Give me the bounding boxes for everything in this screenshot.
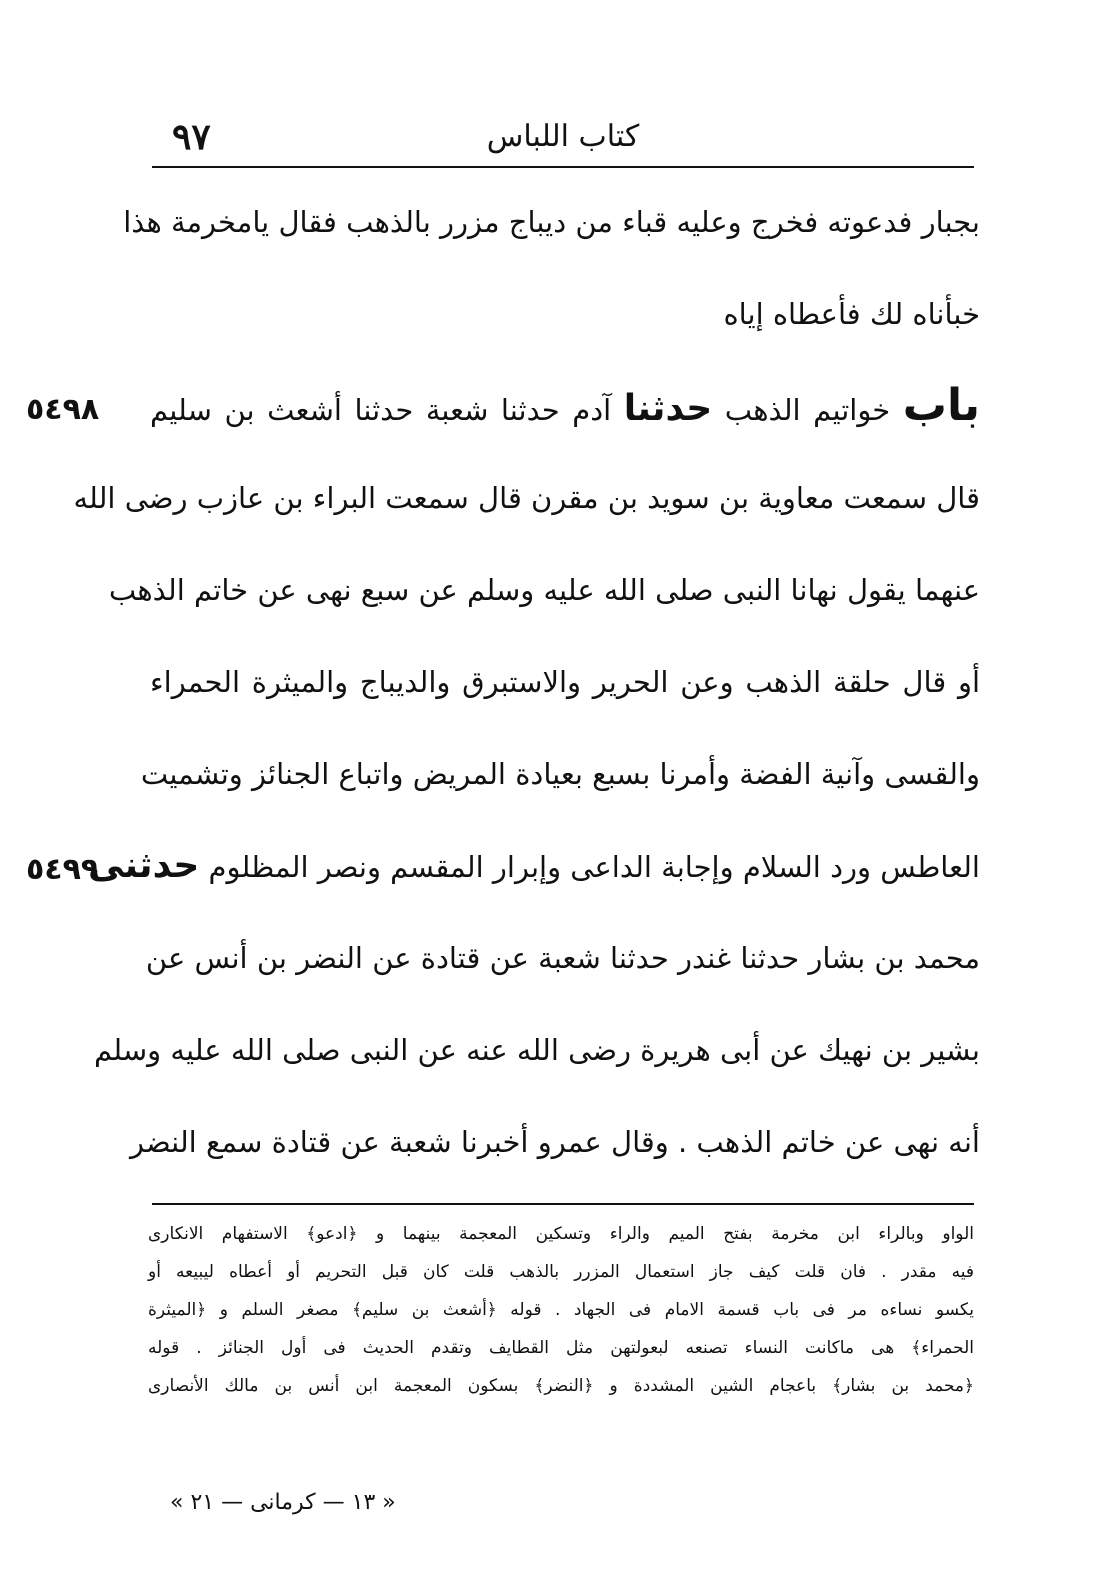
main-text <box>73 176 981 1186</box>
footnote-line: فيه مقدر . فان قلت كيف جاز استعمال المزرر بالذهب قلت كان قبل التحريم أو أعطاه ليبيعه أو <box>148 1262 974 1282</box>
hadith-number: ٥٤٩٩ <box>26 852 100 887</box>
text-line: أنه نهى عن خاتم الذهب . وقال عمرو أخبرنا شعبة عن قتادة سمع النضر <box>129 1125 980 1159</box>
bab-title: خواتيم الذهب <box>724 393 891 427</box>
footnote-line: ﴿محمد بن بشار﴾ باعجام الشين المشددة و ﴿النضر﴾ بسكون المعجمة ابن أنس بن مالك الأنصارى <box>148 1376 974 1396</box>
text-line: قال سمعت معاوية بن سويد بن مقرن قال سمعت البراء بن عازب رضى الله <box>73 481 980 515</box>
text-line: أو قال حلقة الذهب وعن الحرير والاستبرق والديباج والميثرة الحمراء <box>150 665 980 699</box>
text-line: خبأناه لك فأعطاه إياه <box>723 297 980 331</box>
page-header <box>152 110 974 164</box>
text-line: محمد بن بشار حدثنا غندر حدثنا شعبة عن قتادة عن النضر بن أنس عن <box>145 941 980 975</box>
hadith-number: ٥٤٩٨ <box>26 392 100 427</box>
text-line: والقسى وآنية الفضة وأمرنا بسبع بعيادة المريض واتباع الجنائز وتشميت <box>140 757 980 791</box>
footnotes <box>148 1215 974 1405</box>
bab-line <box>150 360 980 452</box>
line-text: العاطس ورد السلام وإجابة الداعى وإبرار المقسم ونصر المظلوم <box>208 850 980 884</box>
page-number: ٩٧ <box>172 116 211 158</box>
text-line: بجبار فدعوته فخرج وعليه قباء من ديباج مزرر بالذهب فقال يامخرمة هذا <box>123 205 980 239</box>
text-line: عنهما يقول نهانا النبى صلى الله عليه وسلم عن سبع نهى عن خاتم الذهب <box>108 573 980 607</box>
book-title: كتاب اللباس <box>486 119 640 154</box>
footnote-line: الواو وبالراء ابن مخرمة بفتح الميم والراء وتسكين المعجمة بينهما و ﴿ادعو﴾ الاستفهام الانكارى <box>148 1224 974 1244</box>
haddathana-word: حدثنا <box>623 388 713 429</box>
bab-label: باب <box>902 380 981 431</box>
haddathani-word: حدثنى <box>87 845 200 886</box>
text-line <box>87 820 980 912</box>
footnote-line: الحمراء﴾ هى ماكانت النساء تصنعه لبعولتهن مثل القطايف وتقدم الحديث فى أول الجنائز . قوله <box>148 1338 974 1358</box>
header-rule <box>152 166 974 168</box>
text-line: بشير بن نهيك عن أبى هريرة رضى الله عنه عن النبى صلى الله عليه وسلم <box>93 1033 980 1067</box>
footnote-rule <box>152 1203 974 1205</box>
bab-line-rest: آدم حدثنا شعبة حدثنا أشعث بن سليم <box>150 393 612 427</box>
footnote-line: يكسو نساءه مر فى باب قسمة الامام فى الجهاد . قوله ﴿أشعث بن سليم﴾ مصغر السلم و ﴿الميثرة <box>148 1300 974 1320</box>
signature-mark: « ١٣ — كرمانى — ٢١ » <box>170 1490 396 1515</box>
